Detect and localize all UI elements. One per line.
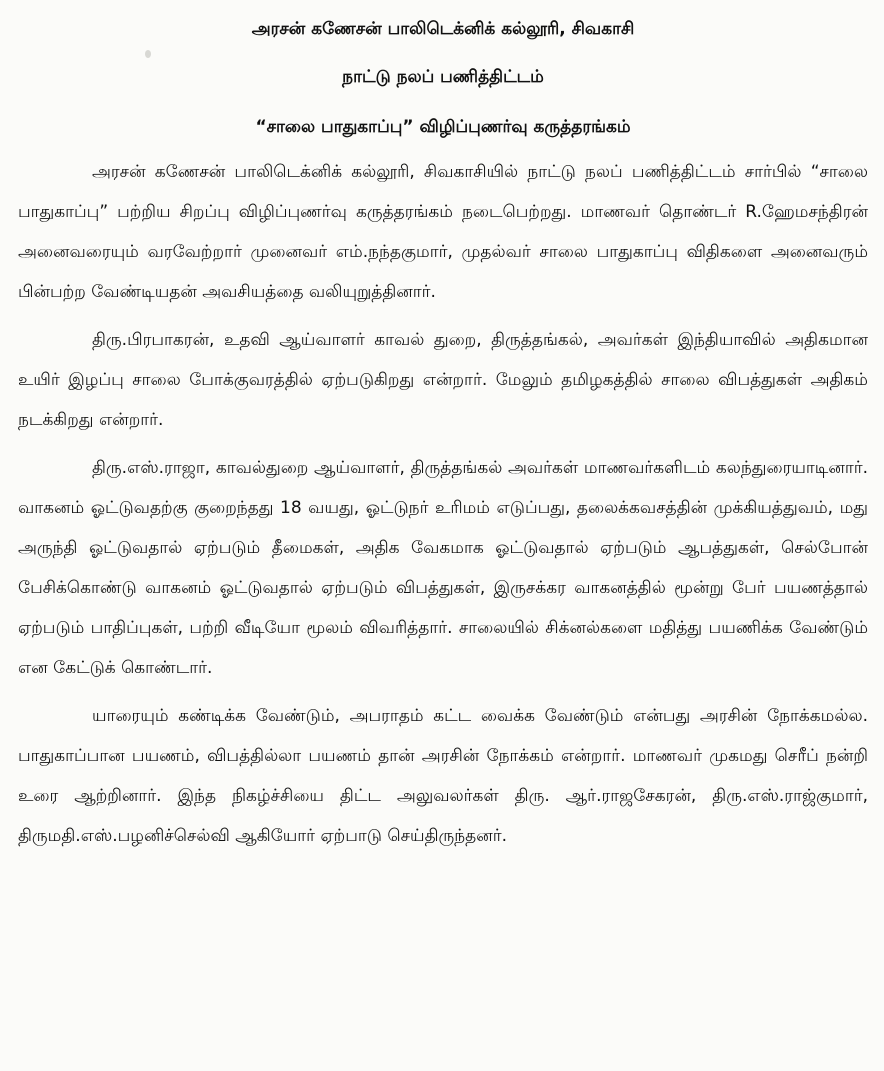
paragraph-inspector: திரு.எஸ்.ராஜா, காவல்துறை ஆய்வாளர், திருத்தங்கல் அவர்கள் மாணவர்களிடம் கலந்துரையாடினார். வாகனம் ஓட்டுவதற்கு குறைந்தது 18 வயது, ஓட்டுநர் உரிமம் எடுப்பது, தலைக்கவசத்தின் முக்கியத்துவம், மது அருந்தி ஓட்டுவதால் ஏற்படும் தீமைகள், அதிக வேகமாக ஓட்டுவதால் ஏற்படும் ஆபத்துகள், செல்போன் பேசிக்கொண்டு வாகனம் ஓட்டுவதால் ஏற்படும் விபத்துகள், இருசக்கர வாகனத்தில் மூன்று பேர் பயணத்தால் ஏற்படும் பாதிப்புகள், பற்றி வீடியோ மூலம் விவரித்தார். சாலையில் சிக்னல்களை மதித்து பயணிக்க வேண்டும் என கேட்டுக் கொண்டார். [18,458,868,678]
event-title: “சாலை பாதுகாப்பு” விழிப்புணர்வு கருத்தரங்கம் [255,117,631,137]
paragraph-intro: அரசன் கணேசன் பாலிடெக்னிக் கல்லூரி, சிவகாசியில் நாட்டு நலப் பணித்திட்டம் சார்பில் “சாலை பாதுகாப்பு” பற்றிய சிறப்பு விழிப்புணர்வு கருத்தரங்கம் நடைபெற்றது. மாணவர் தொண்டர் R.ஹேமசந்திரன் அனைவரையும் வரவேற்றார் முனைவர் எம்.நந்தகுமார், முதல்வர் சாலை பாதுகாப்பு விதிகளை அனைவரும் பின்பற்ற வேண்டியதன் அவசியத்தை வலியுறுத்தினார். [18,162,868,302]
college-title: அரசன் கணேசன் பாலிடெக்னிக் கல்லூரி, சிவகாசி [251,19,635,39]
paragraph-closing: யாரையும் கண்டிக்க வேண்டும், அபராதம் கட்ட வைக்க வேண்டும் என்பது அரசின் நோக்கமல்ல. பாதுகாப்பான பயணம், விபத்தில்லா பயணம் தான் அரசின் நோக்கம் என்றார். மாணவர் முகமது செரீப் நன்றி உரை ஆற்றினார். இந்த நிகழ்ச்சியை திட்ட அலுவலர்கள் திரு. ஆர்.ராஜசேகரன், திரு.எஸ்.ராஜ்குமார், திருமதி.எஸ்.பழனிச்செல்வி ஆகியோர் ஏற்பாடு செய்திருந்தனர். [18,706,868,846]
scan-speck [145,50,151,58]
scheme-title: நாட்டு நலப் பணித்திட்டம் [342,67,544,87]
paragraph-sub-inspector: திரு.பிரபாகரன், உதவி ஆய்வாளர் காவல் துறை, திருத்தங்கல், அவர்கள் இந்தியாவில் அதிகமான உயிர் இழப்பு சாலை போக்குவரத்தில் ஏற்படுகிறது என்றார். மேலும் தமிழகத்தில் சாலை விபத்துகள் அதிகம் நடக்கிறது என்றார். [18,330,868,430]
